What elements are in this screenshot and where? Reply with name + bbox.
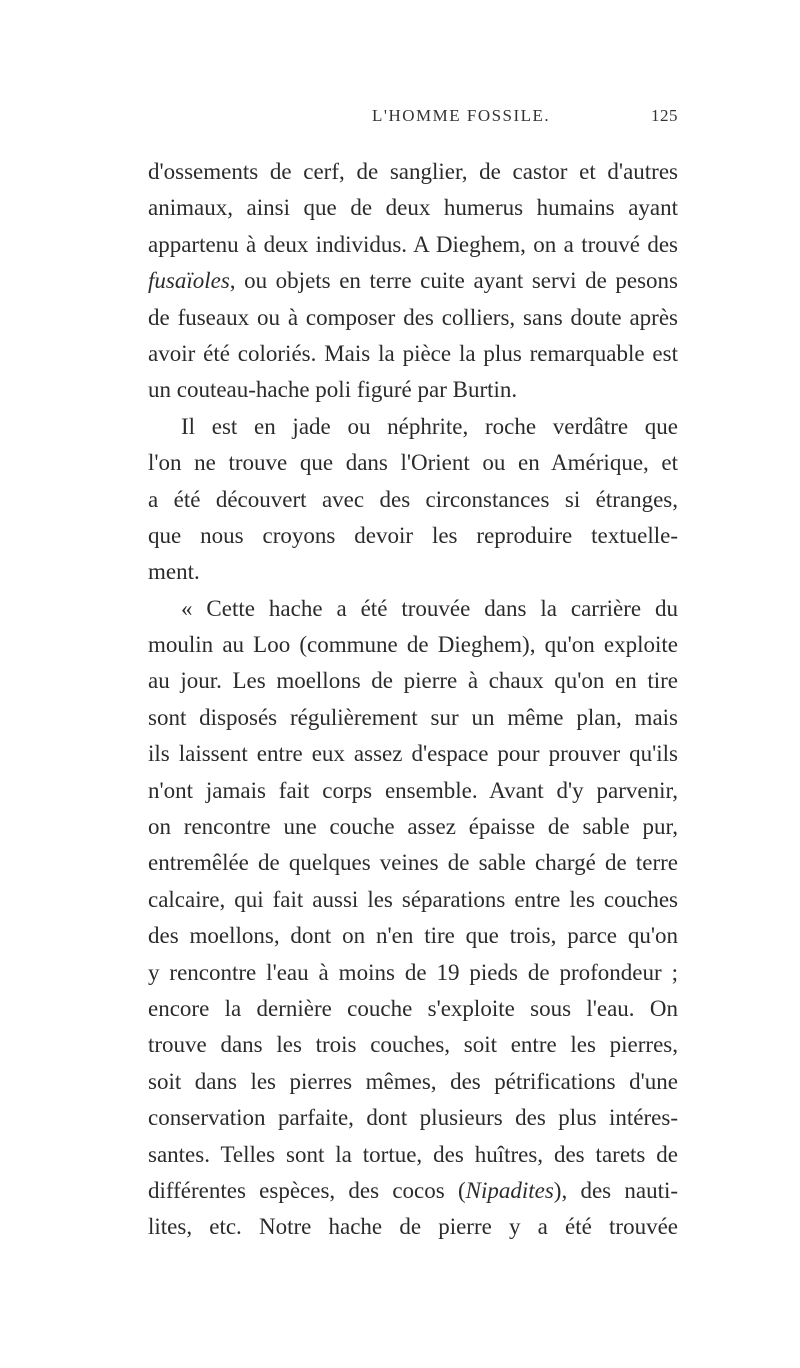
text-line: entremêlée de quelques veines de sable chargé de terre bbox=[148, 850, 678, 876]
page-number: 125 bbox=[651, 106, 678, 125]
text-line: trouve dans les trois couches, soit entre les pierres, bbox=[148, 1032, 678, 1058]
text-line: d'ossements de cerf, de sanglier, de castor et d'autres bbox=[148, 159, 678, 184]
text-line: y rencontre l'eau à moins de 19 pieds de profondeur ; bbox=[148, 959, 678, 985]
text-line: de fuseaux ou à composer des colliers, sans doute après bbox=[148, 304, 678, 330]
text-line: l'on ne trouve que dans l'Orient ou en Amérique, et bbox=[148, 450, 678, 476]
text-line: n'ont jamais fait corps ensemble. Avant d'y parvenir, bbox=[148, 777, 678, 803]
text-line: calcaire, qui fait aussi les séparations entre les couches bbox=[148, 886, 678, 912]
text-line bbox=[148, 1173, 678, 1209]
text-line: que nous croyons devoir les reproduire textuelle- bbox=[148, 522, 678, 548]
text-line: des moellons, dont on n'en tire que trois, parce qu'on bbox=[148, 923, 678, 949]
text-line: ment. bbox=[148, 559, 200, 585]
text-line: « Cette hache a été trouvée dans la carrière du bbox=[181, 595, 678, 621]
text-line: appartenu à deux individus. A Dieghem, on a trouvé des bbox=[148, 231, 678, 257]
body-text bbox=[148, 154, 678, 1246]
text-line: encore la dernière couche s'exploite sous l'eau. On bbox=[148, 995, 678, 1021]
text-fragment: , ou objets en terre cuite ayant servi de pesons bbox=[229, 268, 678, 294]
text-line: animaux, ainsi que de deux humerus humains ayant bbox=[148, 195, 678, 221]
text-line bbox=[148, 263, 678, 299]
text-line: on rencontre une couche assez épaisse de sable pur, bbox=[148, 814, 678, 840]
text-line: avoir été coloriés. Mais la pièce la plus remarquable est bbox=[148, 340, 678, 366]
text-line: un couteau-hache poli figuré par Burtin. bbox=[148, 377, 518, 403]
running-title: L'HOMME FOSSILE. bbox=[372, 106, 551, 125]
text-fragment: différentes espèces, des cocos ( bbox=[148, 1177, 466, 1203]
text-line: soit dans les pierres mêmes, des pétrifications d'une bbox=[148, 1068, 678, 1094]
text-line: ils laissent entre eux assez d'espace pour prouver qu'ils bbox=[148, 741, 678, 767]
text-line: a été découvert avec des circonstances si étranges, bbox=[148, 486, 678, 512]
text-line: sont disposés régulièrement sur un même plan, mais bbox=[148, 704, 678, 730]
italic-term: fusaïoles bbox=[148, 268, 230, 294]
text-line: au jour. Les moellons de pierre à chaux qu'on en tire bbox=[148, 668, 678, 694]
text-line: moulin au Loo (commune de Dieghem), qu'on exploite bbox=[148, 632, 678, 658]
italic-term: Nipadites bbox=[465, 1177, 554, 1203]
running-head bbox=[148, 106, 678, 130]
text-line: Il est en jade ou néphrite, roche verdâtre que bbox=[181, 413, 678, 439]
text-line: conservation parfaite, dont plusieurs des plus intéres- bbox=[148, 1105, 678, 1131]
text-fragment: ), des nauti- bbox=[553, 1177, 678, 1203]
text-line: santes. Telles sont la tortue, des huîtres, des tarets de bbox=[148, 1141, 678, 1167]
text-line: lites, etc. Notre hache de pierre y a été trouvée bbox=[148, 1214, 678, 1240]
